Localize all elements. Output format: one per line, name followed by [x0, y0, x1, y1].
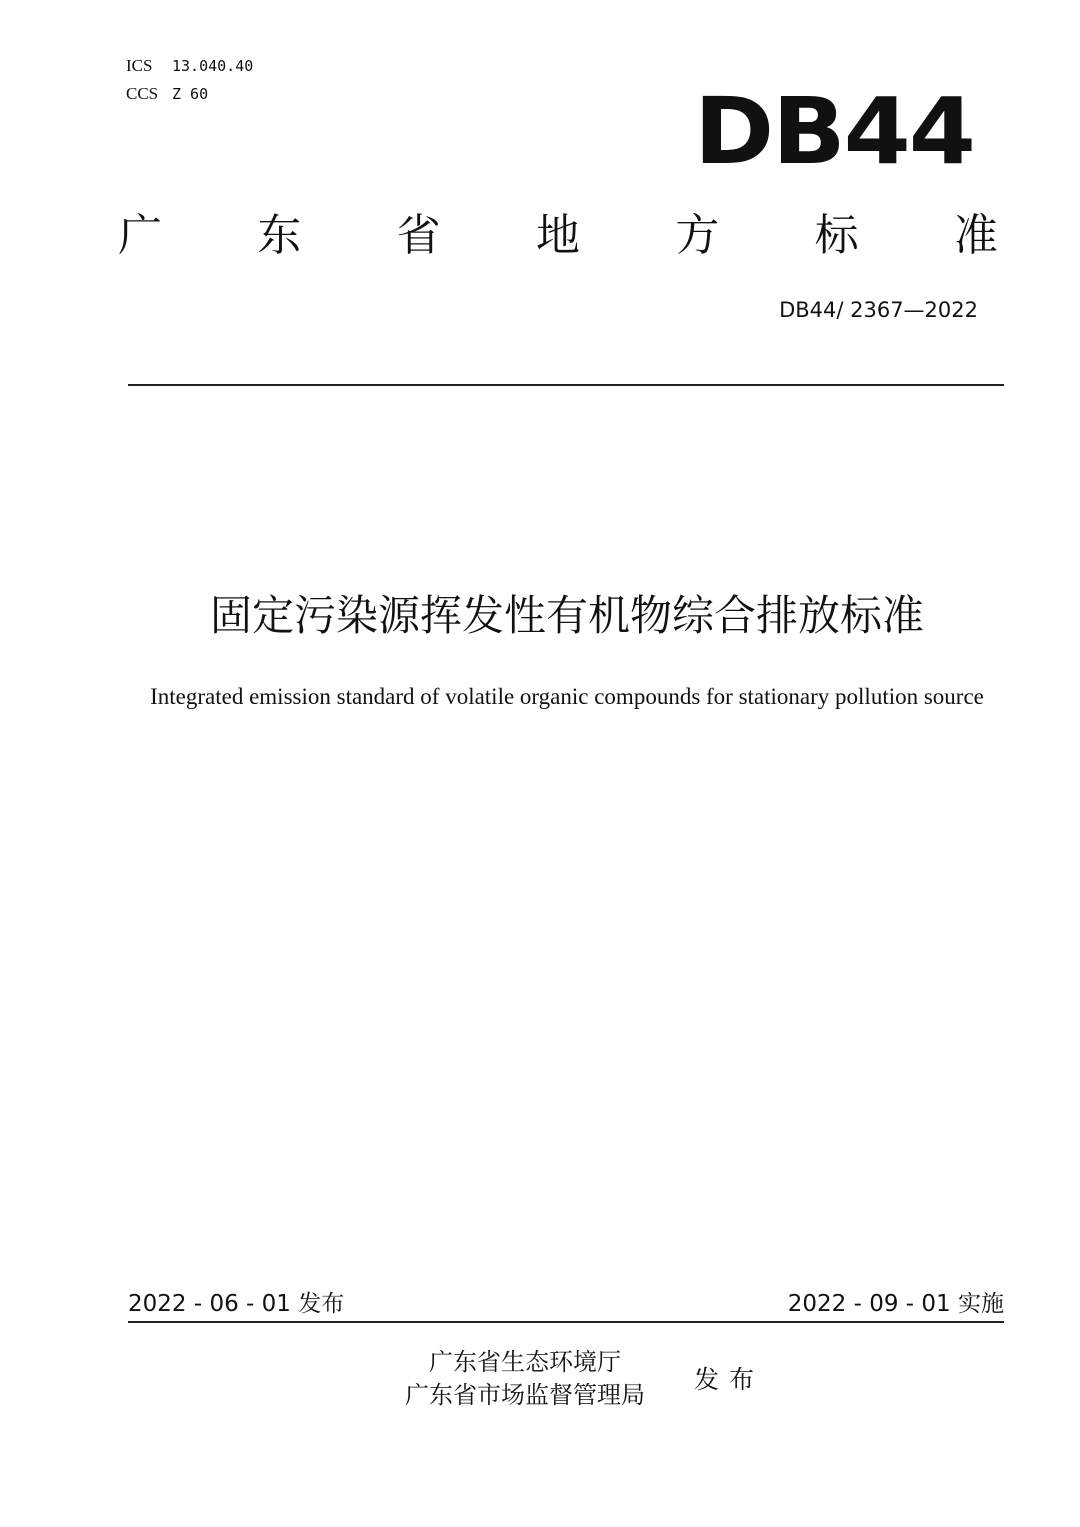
- issue-date: 2022 - 06 - 01 发布: [128, 1291, 345, 1317]
- ics-label: ICS: [126, 56, 153, 75]
- footer-divider: [128, 1321, 1004, 1323]
- ics-row: [126, 52, 253, 80]
- db44-logo: DB44: [694, 78, 974, 185]
- document-title-en: Integrated emission standard of volatile organic compounds for stationary pollution source: [150, 684, 984, 709]
- standard-number: DB44/ 2367—2022: [779, 298, 978, 322]
- standard-kind-char: 准: [953, 210, 998, 261]
- implementation-date: 2022 - 09 - 01 实施: [787, 1291, 1004, 1317]
- issuer-name: 广东省生态环境厅: [429, 1348, 621, 1376]
- classification-codes: [126, 52, 253, 108]
- ics-code: 13.040.40: [172, 57, 254, 75]
- ccs-code: Z 60: [172, 85, 209, 103]
- standard-kind-char: 省: [396, 210, 441, 261]
- issue-label: 发布: [694, 1365, 765, 1394]
- issuing-authorities: [380, 1346, 670, 1412]
- header-divider: [128, 384, 1004, 386]
- ccs-row: [126, 80, 253, 108]
- standard-kind-char: 地: [535, 210, 580, 261]
- issuer-name: 广东省市场监督管理局: [405, 1381, 645, 1409]
- standard-kind-char: 方: [675, 210, 720, 261]
- standard-kind-char: 标: [814, 210, 859, 261]
- ccs-label: CCS: [126, 84, 159, 103]
- document-title-cn: 固定污染源挥发性有机物综合排放标准: [209, 591, 924, 640]
- standard-kind-char: 广: [118, 210, 162, 261]
- standard-kind: [118, 206, 998, 266]
- standard-kind-char: 东: [257, 210, 302, 261]
